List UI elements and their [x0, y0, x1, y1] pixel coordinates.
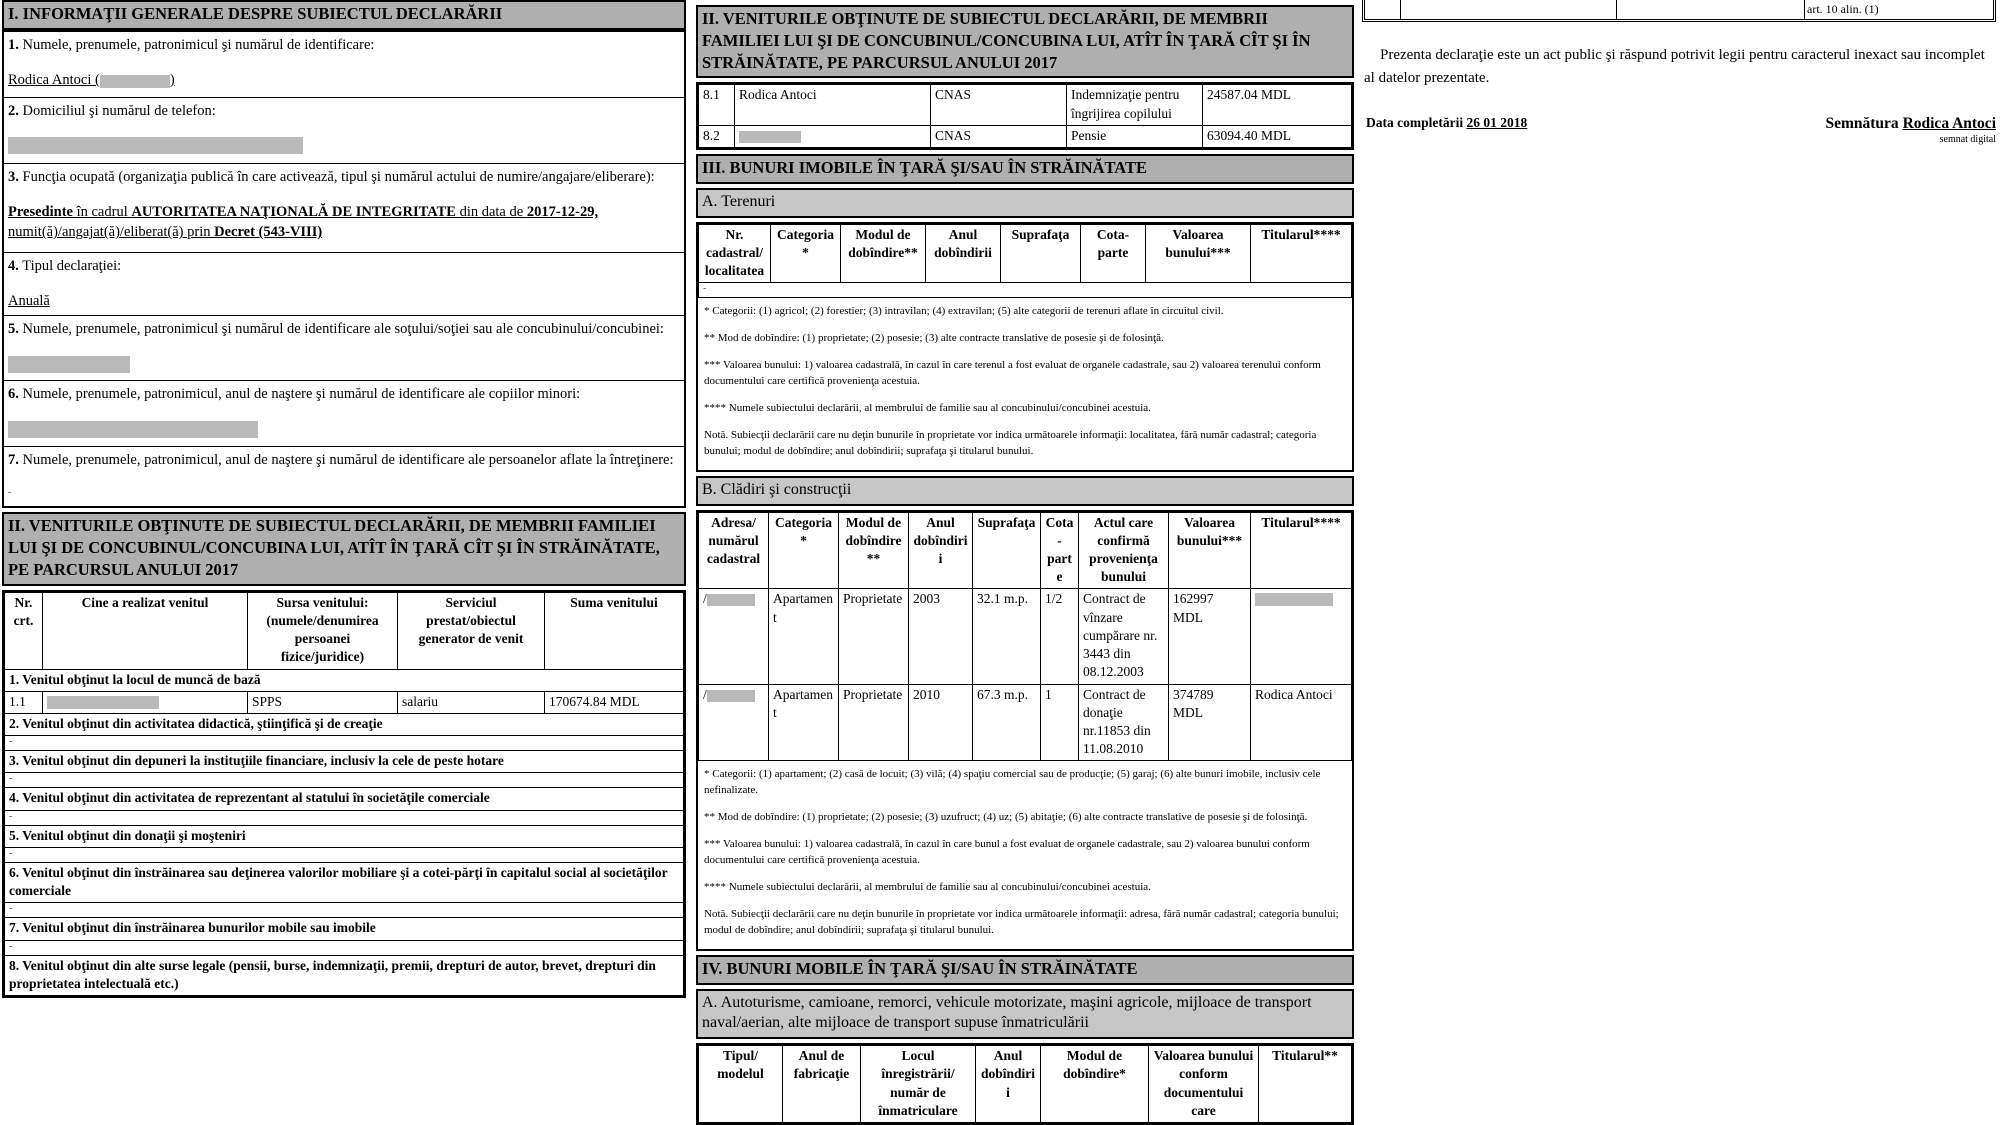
section1-header: I. INFORMAŢII GENERALE DESPRE SUBIECTUL DECLARĂRII	[2, 0, 686, 30]
address-cell	[699, 684, 769, 761]
empty-cell: -	[5, 736, 684, 751]
income-category-row	[5, 825, 684, 847]
col-header: Modul de dobîndire**	[841, 224, 926, 283]
item3-conn3: numit(ă)/angajat(ă)/eliberat(ă) prin	[8, 224, 215, 241]
income-header-row	[5, 592, 684, 669]
who-cell	[43, 691, 248, 713]
col-header: Modul de dobîndire*	[1041, 1046, 1149, 1123]
column-right	[1362, 0, 1996, 145]
col-header: Sursa venitului: (numele/denumirea persoanei fizice/juridice)	[248, 592, 398, 669]
income-category-row	[5, 918, 684, 940]
col-header: Cota-parte	[1041, 512, 1079, 589]
income-category-row	[5, 788, 684, 810]
item4-question: Tipul declaraţiei:	[22, 257, 122, 274]
note-text: * Categorii: (1) apartament; (2) casă de locuit; (3) vilă; (4) spaţiu comercial sau de producţie; (5) garaj; (6) alte bunuri imobile, inclusiv cele nefinalizate.	[704, 768, 1321, 797]
terenuri-header-row	[699, 224, 1352, 283]
item3-question: Funcţia ocupată (organizaţia publică în care activează, tipul şi numărul actului de numire/angajare/eliberare):	[22, 168, 655, 185]
value-cell: 162997 MDL	[1169, 589, 1251, 684]
who-cell: Rodica Antoci	[735, 85, 931, 125]
item5-number: 5.	[8, 321, 19, 338]
col-header: Titularul****	[1251, 224, 1352, 283]
titular-cell	[1251, 589, 1352, 684]
item7-number: 7.	[8, 452, 19, 469]
redacted-cadastral	[707, 690, 755, 702]
col-header: Anul dobîndirii	[926, 224, 1001, 283]
row-number: 8.1	[699, 85, 735, 125]
redacted-titular	[1255, 593, 1333, 606]
share-cell: 1	[1041, 684, 1079, 761]
empty-cell: -	[5, 773, 684, 788]
section1-box	[2, 30, 686, 509]
col-header: Actul care confirmă provenienţa bunului	[1079, 512, 1169, 589]
col-header: Anul dobîndirii	[976, 1046, 1041, 1123]
section3a-header: A. Terenuri	[696, 188, 1354, 218]
col-header: Nr. crt.	[5, 592, 43, 669]
terenuri-notes	[698, 298, 1352, 470]
column-middle	[696, 5, 1354, 1125]
mode-cell: Proprietate	[839, 589, 909, 684]
category-label: 5. Venitul obţinut din donaţii şi moşteniri	[5, 825, 684, 847]
area-cell: 32.1 m.p.	[973, 589, 1041, 684]
income-category-row	[5, 751, 684, 773]
act-cell: Contract de donaţie nr.11853 din 11.08.2010	[1079, 684, 1169, 761]
redacted-cadastral	[707, 594, 755, 606]
redacted-address	[8, 137, 303, 154]
note-text: *** Valoarea bunului: 1) valoarea cadastrală, în cazul în care terenul a fost evaluat de organele cadastrale, sau 2) valoarea terenului conform documentului care certifică provenienţa acestuia.	[704, 359, 1321, 387]
item1-number: 1.	[8, 36, 19, 53]
position-title: Presedinte	[8, 204, 73, 221]
empty-cell: -	[699, 283, 1352, 298]
item3-number: 3.	[8, 168, 19, 185]
item2-question: Domiciliul şi numărul de telefon:	[22, 102, 216, 119]
address-cell	[699, 589, 769, 684]
item3-conn1: în cadrul	[72, 204, 132, 221]
empty-cell: -	[5, 940, 684, 955]
category-cell: Apartament	[769, 684, 839, 761]
terenuri-table	[698, 224, 1352, 299]
cladiri-box	[696, 510, 1354, 951]
category-label: 4. Venitul obţinut din activitatea de reprezentant al statului în societăţile comerciale	[5, 788, 684, 810]
empty-row	[5, 810, 684, 825]
col-header: Suprafaţa	[973, 512, 1041, 589]
vehicles-header-row	[699, 1046, 1352, 1123]
col-header: Valoarea bunului***	[1146, 224, 1251, 283]
item1-answer-name: Rodica Antoci (	[8, 72, 100, 89]
organization-name: AUTORITATEA NAŢIONALĂ DE INTEGRITATE	[131, 204, 456, 221]
empty-row	[5, 940, 684, 955]
completion-date	[1362, 115, 1527, 131]
col-header: Adresa/ numărul cadastral	[699, 512, 769, 589]
year-cell: 2003	[909, 589, 973, 684]
note-text: ** Mod de dobîndire: (1) proprietate; (2) posesie; (3) alte contracte translative de posesie şi de folosinţă.	[704, 332, 1164, 345]
note-text: Notă. Subiecţii declarării care nu deţin bunurile în proprietate vor indica următoarele informaţii: localitatea, fără număr cadastral; categoria bunului; modul de dobîndire; anul dobîndirii; suprafaţa şi titularul bunului.	[704, 428, 1317, 457]
table-fragment-row	[1362, 0, 1996, 22]
income-category-row	[5, 669, 684, 691]
redacted-id-number	[100, 75, 170, 88]
item1-answer	[8, 70, 678, 90]
fragment-cell-article: art. 10 alin. (1)	[1807, 2, 1879, 16]
date-value: 26 01 2018	[1466, 115, 1528, 130]
date-label: Data completării	[1366, 115, 1467, 130]
item2-number: 2.	[8, 102, 19, 119]
col-header: Tipul/ modelul	[699, 1046, 783, 1123]
empty-row	[699, 283, 1352, 298]
amount-cell: 24587.04 MDL	[1203, 85, 1352, 125]
item7	[4, 446, 684, 506]
item1	[4, 30, 684, 97]
col-header: Categoria*	[769, 512, 839, 589]
item5	[4, 315, 684, 380]
who-cell	[735, 125, 931, 147]
vehicles-box	[696, 1043, 1354, 1125]
declaration-type: Anuală	[8, 293, 50, 310]
cladiri-row-2	[699, 684, 1352, 761]
item1-answer-paren: )	[169, 72, 175, 89]
category-label: 7. Venitul obţinut din înstrăinarea bunurilor mobile sau imobile	[5, 918, 684, 940]
section3b-header: B. Clădiri şi construcţii	[696, 476, 1354, 506]
col-header: Anul dobîndirii	[909, 512, 973, 589]
col-header: Cota-parte	[1081, 224, 1146, 283]
item3-conn2: din data de	[455, 204, 527, 221]
col-header: Anul de fabricaţie	[783, 1046, 861, 1123]
col-header: Suma venitului	[545, 592, 684, 669]
col-header: Valoarea bunului***	[1169, 512, 1251, 589]
amount-cell: 170674.84 MDL	[545, 691, 684, 713]
digital-signature-note: semnat digital	[1939, 134, 1996, 145]
income-table-box	[2, 590, 686, 998]
note-text: ** Mod de dobîndire: (1) proprietate; (2) posesie; (3) uzufruct; (4) uz; (5) abitaţie; (6) alte contracte translative de posesie şi de folosinţă.	[704, 811, 1308, 824]
section2-header-cont: II. VENITURILE OBŢINUTE DE SUBIECTUL DECLARĂRII, DE MEMBRII FAMILIEI LUI ŞI DE CONCUBINUL/CONCUBINA LUI, ATÎT ÎN ŢARĂ CÎT ŞI ÎN STRĂINĂTATE, PE PARCURSUL ANULUI 2017	[696, 5, 1354, 78]
item6-number: 6.	[8, 386, 19, 403]
mode-cell: Proprietate	[839, 684, 909, 761]
category-label: 6. Venitul obţinut din înstrăinarea sau deţinerea valorilor mobiliare şi a cotei-părţi în capitalul social al societăţilor comerciale	[5, 862, 684, 902]
cladiri-row-1	[699, 589, 1352, 684]
public-act-disclaimer: Prezenta declaraţie este un act public şi răspund potrivit legii pentru caracterul inexact sau incomplet al datelor prezentate.	[1364, 47, 1985, 86]
empty-cell: -	[5, 847, 684, 862]
value-cell: 374789 MDL	[1169, 684, 1251, 761]
service-cell: salariu	[398, 691, 545, 713]
cladiri-header-row	[699, 512, 1352, 589]
empty-cell: -	[5, 903, 684, 918]
col-header: Serviciul prestat/obiectul generator de venit	[398, 592, 545, 669]
category-label: 3. Venitul obţinut din depuneri la instituţiile financiare, inclusiv la cele de peste hotare	[5, 751, 684, 773]
item6-question: Numele, prenumele, patronimicul, anul de naştere şi numărul de identificare ale copiilor minori:	[22, 386, 581, 403]
income-row-1-1	[5, 691, 684, 713]
income-row-8-1	[699, 85, 1352, 125]
empty-row	[5, 903, 684, 918]
source-cell: SPPS	[248, 691, 398, 713]
item3	[4, 163, 684, 252]
col-header: Titularul**	[1259, 1046, 1352, 1123]
column-left	[2, 0, 686, 998]
vehicles-table	[698, 1045, 1352, 1123]
item7-answer: -	[8, 486, 12, 498]
cladiri-table	[698, 512, 1352, 762]
col-header: Titularul****	[1251, 512, 1352, 589]
item4	[4, 252, 684, 316]
empty-row	[5, 847, 684, 862]
category-label: 2. Venitul obţinut din activitatea didactică, ştiinţifică şi de creaţie	[5, 713, 684, 735]
note-text: *** Valoarea bunului: 1) valoarea cadastrală, în cazul în care bunul a fost evaluat de organele cadastrale, sau 2) valoarea bunului conform documentului care certifică provenienţa acestuia.	[704, 838, 1310, 867]
service-cell: Pensie	[1067, 125, 1203, 147]
fragment-cell	[1401, 0, 1617, 19]
item4-number: 4.	[8, 257, 19, 274]
note-text: Notă. Subiecţii declarării care nu deţin bunurile în proprietate vor indica următoarele informaţii: adresa, fără număr cadastral; categoria bunului; modul de dobîndire; anul dobîndirii; suprafaţa şi titularul bunului.	[704, 908, 1339, 936]
item5-question: Numele, prenumele, patronimicul şi numărul de identificare ale soţului/soţiei sau ale concubinului/concubinei:	[22, 321, 664, 338]
note-text: **** Numele subiectului declarării, al membrului de familie sau al concubinului/concubinei acestuia.	[704, 881, 1151, 894]
empty-row	[5, 773, 684, 788]
titular-cell: Rodica Antoci	[1251, 684, 1352, 761]
source-cell: CNAS	[931, 125, 1067, 147]
col-header: Modul de dobîndire**	[839, 512, 909, 589]
act-cell: Contract de vînzare cumpărare nr. 3443 din 08.12.2003	[1079, 589, 1169, 684]
category-label: 1. Venitul obţinut la locul de muncă de bază	[5, 669, 684, 691]
area-cell: 67.3 m.p.	[973, 684, 1041, 761]
income-table-continuation	[696, 82, 1354, 150]
redacted-spouse	[8, 356, 130, 373]
col-header: Suprafaţa	[1001, 224, 1081, 283]
empty-cell: -	[5, 810, 684, 825]
section4-header: IV. BUNURI MOBILE ÎN ŢARĂ ŞI/SAU ÎN STRĂINĂTATE	[696, 955, 1354, 985]
row-number: 1.1	[5, 691, 43, 713]
appointment-act: Decret (543-VIII)	[214, 224, 323, 241]
service-cell: Indemnizaţie pentru îngrijirea copilului	[1067, 85, 1203, 125]
income-row-8-2	[699, 125, 1352, 147]
appointment-date: 2017-12-29,	[526, 204, 599, 221]
signature-block	[1825, 115, 1996, 145]
income-table-cont	[698, 84, 1352, 148]
cladiri-notes	[698, 761, 1352, 949]
note-text: * Categorii: (1) agricol; (2) forestier; (3) intravilan; (4) extravilan; (5) alte categorii de terenuri aflate în circuitul civil.	[704, 305, 1224, 318]
income-category-row	[5, 955, 684, 995]
item6	[4, 380, 684, 446]
category-label: 8. Venitul obţinut din alte surse legale (pensii, burse, indemnizaţii, premii, drepturi de autor, brevet, drepturi din proprietatea intelectuală etc.)	[5, 955, 684, 995]
row-number: 8.2	[699, 125, 735, 147]
year-cell: 2010	[909, 684, 973, 761]
source-cell: CNAS	[931, 85, 1067, 125]
signature-line	[1825, 115, 1996, 133]
footer-row	[1362, 115, 1996, 145]
note-text: **** Numele subiectului declarării, al membrului de familie sau al concubinului/concubinei acestuia.	[704, 401, 1151, 414]
col-header: Locul înregistrării/ număr de înmatriculare	[861, 1046, 976, 1123]
redacted-name	[47, 696, 159, 709]
address-prefix: /	[703, 686, 707, 702]
item1-question: Numele, prenumele, patronimicul şi numărul de identificare:	[22, 36, 375, 53]
signature-value: Rodica Antoci	[1902, 115, 1996, 132]
section3-header: III. BUNURI IMOBILE ÎN ŢARĂ ŞI/SAU ÎN STRĂINĂTATE	[696, 154, 1354, 184]
share-cell: 1/2	[1041, 589, 1079, 684]
redacted-name	[739, 131, 801, 143]
signature-label: Semnătura	[1825, 115, 1903, 132]
col-header: Valoarea bunului conform documentului care	[1149, 1046, 1259, 1123]
income-table	[4, 592, 684, 996]
col-header: Cine a realizat venitul	[43, 592, 248, 669]
section2-header: II. VENITURILE OBŢINUTE DE SUBIECTUL DECLARĂRII, DE MEMBRII FAMILIEI LUI ŞI DE CONCUBINUL/CONCUBINA LUI, ATÎT ÎN ŢARĂ CÎT ŞI ÎN STRĂINĂTATE, PE PARCURSUL ANULUI 2017	[2, 512, 686, 585]
terenuri-box	[696, 222, 1354, 472]
section4a-header: A. Autoturisme, camioane, remorci, vehicule motorizate, maşini agricole, mijloace de transport naval/aerian, alte mijloace de transport supuse înmatriculării	[696, 989, 1354, 1040]
empty-row	[5, 736, 684, 751]
item3-answer	[8, 202, 678, 243]
col-header: Categoria*	[771, 224, 841, 283]
col-header: Nr. cadastral/ localitatea	[699, 224, 771, 283]
amount-cell: 63094.40 MDL	[1203, 125, 1352, 147]
item7-question: Numele, prenumele, patronimicul, anul de naştere şi numărul de identificare ale persoanelor aflate la întreţinere:	[22, 452, 674, 469]
redacted-children	[8, 421, 258, 438]
item2	[4, 97, 684, 163]
address-prefix: /	[703, 591, 707, 607]
fragment-cell	[1365, 0, 1401, 19]
income-category-row	[5, 713, 684, 735]
category-cell: Apartament	[769, 589, 839, 684]
income-category-row	[5, 862, 684, 902]
fragment-cell	[1617, 0, 1805, 19]
